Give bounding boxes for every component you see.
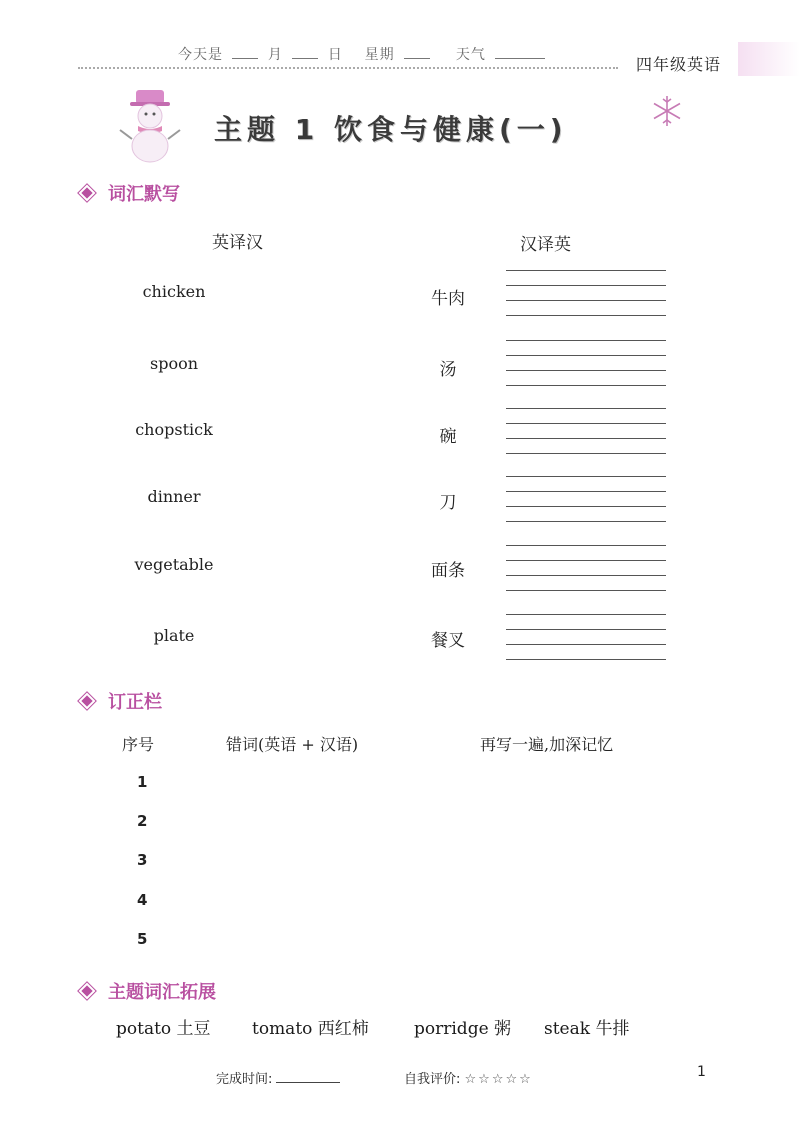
correction-row-number: 3 [137, 851, 148, 869]
answer-line[interactable] [506, 521, 666, 522]
answer-line[interactable] [506, 659, 666, 660]
diamond-icon [77, 691, 97, 711]
grade-tag: 四年级英语 [636, 55, 722, 74]
correction-col-wrong: 错词(英语 + 汉语) [226, 735, 359, 754]
section-vocab-label: 词汇默写 [108, 184, 180, 205]
cn-word: 餐叉 [431, 631, 465, 651]
cn-word: 碗 [439, 427, 457, 447]
day-blank [292, 48, 318, 59]
en-to-cn-heading: 英译汉 [212, 233, 263, 253]
cn-to-en-heading: 汉译英 [520, 235, 571, 255]
self-eval-label: 自我评价: [404, 1072, 461, 1087]
extension-item: tomato 西红柿 [252, 1019, 369, 1039]
weather-label: 天气 [455, 47, 486, 63]
answer-line[interactable] [506, 300, 666, 301]
month-label: 月 [267, 47, 283, 63]
section-vocab-heading [80, 180, 180, 206]
weekday-blank [404, 48, 430, 59]
answer-line[interactable] [506, 270, 666, 271]
answer-line[interactable] [506, 285, 666, 286]
en-word: vegetable [134, 555, 214, 574]
cn-word: 汤 [439, 360, 457, 380]
answer-line[interactable] [506, 355, 666, 356]
extension-item: steak 牛排 [544, 1019, 630, 1039]
correction-col-rewrite: 再写一遍,加深记忆 [480, 735, 614, 754]
month-blank [232, 48, 258, 59]
answer-line[interactable] [506, 438, 666, 439]
completion-time-label: 完成时间: [216, 1072, 273, 1087]
en-word: chicken [142, 282, 206, 301]
answer-line[interactable] [506, 575, 666, 576]
answer-line[interactable] [506, 370, 666, 371]
en-word: plate [153, 626, 195, 645]
section-correction-heading [80, 688, 162, 714]
cn-word: 刀 [439, 493, 457, 513]
en-word: spoon [149, 354, 199, 373]
weekday-label: 星期 [364, 47, 395, 63]
correction-row-number: 4 [137, 891, 148, 909]
answer-line[interactable] [506, 408, 666, 409]
answer-line[interactable] [506, 629, 666, 630]
cn-word: 牛肉 [431, 289, 465, 309]
cn-word: 面条 [431, 561, 465, 581]
answer-line[interactable] [506, 614, 666, 615]
correction-row-number: 2 [137, 812, 148, 830]
answer-line[interactable] [506, 453, 666, 454]
page-number: 1 [697, 1064, 706, 1080]
answer-line[interactable] [506, 491, 666, 492]
en-word: dinner [147, 487, 201, 506]
answer-line[interactable] [506, 315, 666, 316]
snowflake-icon [650, 94, 684, 128]
day-label: 日 [327, 47, 343, 63]
page-title: 主题 1 饮食与健康(一) [214, 113, 568, 146]
answer-line[interactable] [506, 385, 666, 386]
diamond-icon [77, 981, 97, 1001]
answer-line[interactable] [506, 590, 666, 591]
section-extension-heading [80, 978, 216, 1004]
star-rating[interactable]: ☆☆☆☆☆ [464, 1072, 533, 1087]
header-dotted-rule [78, 67, 618, 69]
en-word: chopstick [135, 420, 213, 439]
completion-time [216, 1068, 340, 1087]
weather-blank [495, 48, 545, 59]
answer-line[interactable] [506, 506, 666, 507]
completion-time-blank[interactable] [276, 1072, 340, 1083]
section-extension-label: 主题词汇拓展 [108, 982, 216, 1003]
grade-tag-shade [738, 42, 800, 76]
correction-row-number: 5 [137, 930, 148, 948]
diamond-icon [77, 183, 97, 203]
section-correction-label: 订正栏 [108, 692, 162, 713]
extension-item: porridge 粥 [414, 1019, 512, 1039]
today-label: 今天是 [178, 47, 223, 63]
correction-row-number: 1 [137, 773, 148, 791]
snowman-icon [118, 84, 182, 164]
answer-line[interactable] [506, 644, 666, 645]
answer-line[interactable] [506, 340, 666, 341]
correction-col-number: 序号 [122, 735, 155, 754]
date-line [178, 44, 549, 64]
self-evaluation [404, 1068, 533, 1087]
extension-item: potato 土豆 [116, 1019, 211, 1039]
answer-line[interactable] [506, 476, 666, 477]
answer-line[interactable] [506, 545, 666, 546]
answer-line[interactable] [506, 560, 666, 561]
answer-line[interactable] [506, 423, 666, 424]
